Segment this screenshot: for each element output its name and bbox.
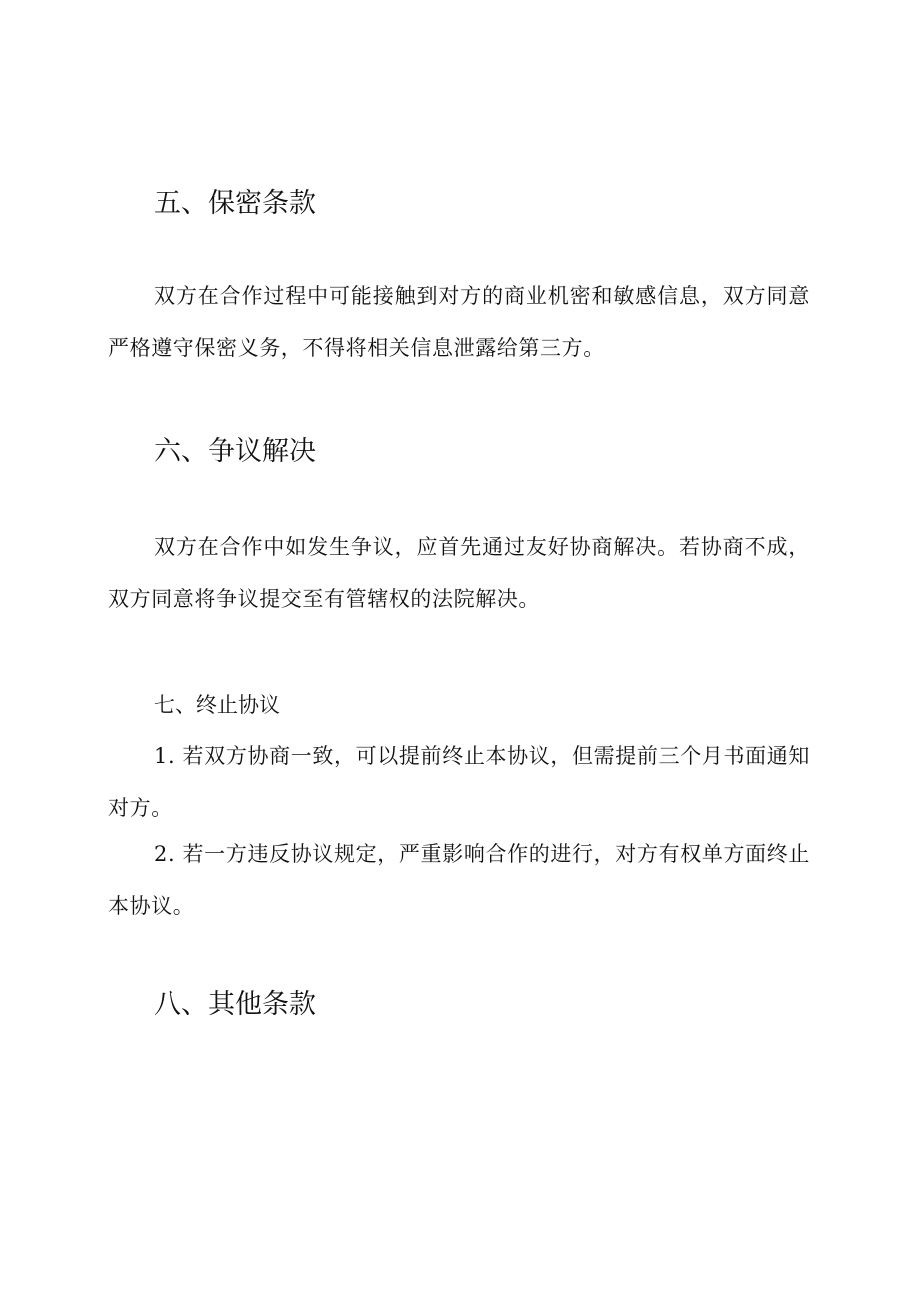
section-body-dispute: 双方在合作中如发生争议，应首先通过友好协商解决。若协商不成，双方同意将争议提交至有管辖权的法院解决。	[108, 535, 810, 611]
termination-item-2: 2. 若一方违反协议规定，严重影响合作的进行，对方有权单方面终止本协议。	[108, 842, 810, 918]
section-heading-other: 八、其他条款	[154, 989, 316, 1020]
section-body-confidentiality: 双方在合作过程中可能接触到对方的商业机密和敏感信息，双方同意严格遵守保密义务，不得将相关信息泄露给第三方。	[108, 284, 810, 360]
section-heading-confidentiality: 五、保密条款	[154, 188, 316, 219]
section-heading-dispute: 六、争议解决	[154, 436, 316, 467]
termination-item-1: 1. 若双方协商一致，可以提前终止本协议，但需提前三个月书面通知对方。	[108, 744, 810, 820]
section-heading-termination: 七、终止协议	[154, 693, 280, 717]
